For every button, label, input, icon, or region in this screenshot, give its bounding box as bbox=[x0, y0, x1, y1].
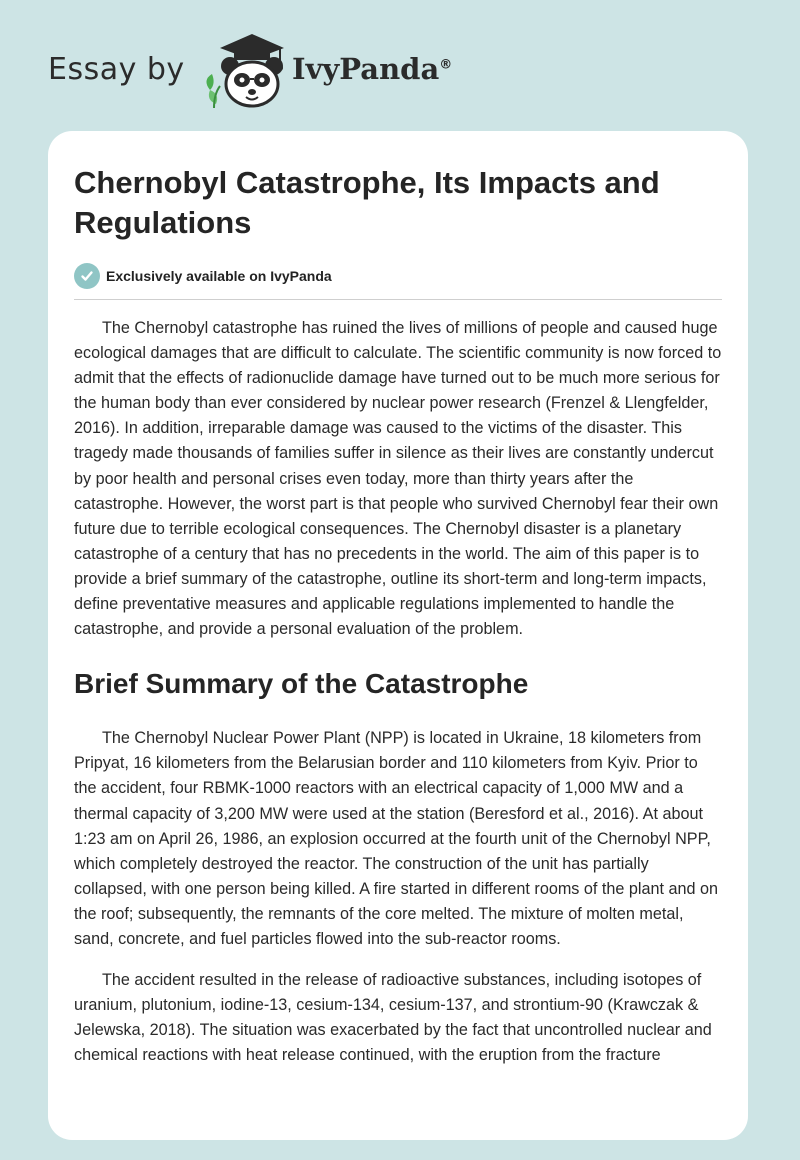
exclusive-badge bbox=[74, 263, 724, 289]
brand-name[interactable] bbox=[292, 52, 452, 86]
brand-label: IvyPanda bbox=[292, 52, 440, 86]
section-paragraph: The accident resulted in the release of radioactive substances, including isotopes of uranium, plutonium, iodine-13, cesium-134, cesium-137, and strontium-90 (Krawczak & Jelewska, 2018). The situation was exacerbated by the fact that uncontrolled nuclear and chemical reactions with heat release continued, with the eruption from the fracture bbox=[74, 971, 712, 1065]
badge-label: Exclusively available on IvyPanda bbox=[106, 268, 332, 284]
checkmark-icon bbox=[74, 263, 100, 289]
intro-paragraph: The Chernobyl catastrophe has ruined the lives of millions of people and caused huge ecological damages that are difficult to calculate. The scientific community is now forced to admit that the effects of radionuclide damage have turned out to be much more serious for the human body than ever considered by nuclear power research (Frenzel & Llengfelder, 2016). In addition, irreparable damage was caused to the victims of the disaster. This tragedy made thousands of families suffer in silence as their lives are constantly undercut by poor health and personal crises even today, more than thirty years after the catastrophe. However, the worst part is that people who survived Chernobyl fear their own future due to terrible ecological consequences. The Chernobyl disaster is a planetary catastrophe of a century that has no precedents in the world. The aim of this paper is to provide a brief summary of the catastrophe, outline its short-term and long-term impacts, define preventative measures and applicable regulations implemented to handle the catastrophe, and provide a personal evaluation of the problem. bbox=[74, 319, 722, 639]
section-heading: Brief Summary of the Catastrophe bbox=[74, 668, 529, 700]
essay-by-label: Essay by bbox=[48, 52, 185, 87]
site-header bbox=[48, 30, 508, 110]
section-paragraph: The Chernobyl Nuclear Power Plant (NPP) is located in Ukraine, 18 kilometers from Pripyat, 16 kilometers from the Belarusian border and 110 kilometers from Kyiv. Prior to the accident, four RBMK-1000 reactors with an electrical capacity of 1,000 MW and a thermal capacity of 3,200 MW were used at the station (Beresford et al., 2016). At about 1:23 am on April 26, 1986, an explosion occurred at the fourth unit of the Chernobyl NPP, which completely destroyed the reactor. The construction of the unit has partially collapsed, with one person being killed. A fire started in different rooms of the plant and on the roof; subsequently, the remnants of the core melted. The mixture of molten metal, sand, concrete, and fuel particles flowed into the sub-reactor rooms. bbox=[74, 729, 719, 948]
panda-logo-icon[interactable] bbox=[200, 30, 292, 110]
registered-mark: ® bbox=[439, 57, 453, 73]
essay-card bbox=[48, 131, 748, 1140]
divider bbox=[74, 299, 722, 300]
essay-title: Chernobyl Catastrophe, Its Impacts and Regulations bbox=[74, 165, 660, 240]
essay-content bbox=[74, 163, 724, 1068]
